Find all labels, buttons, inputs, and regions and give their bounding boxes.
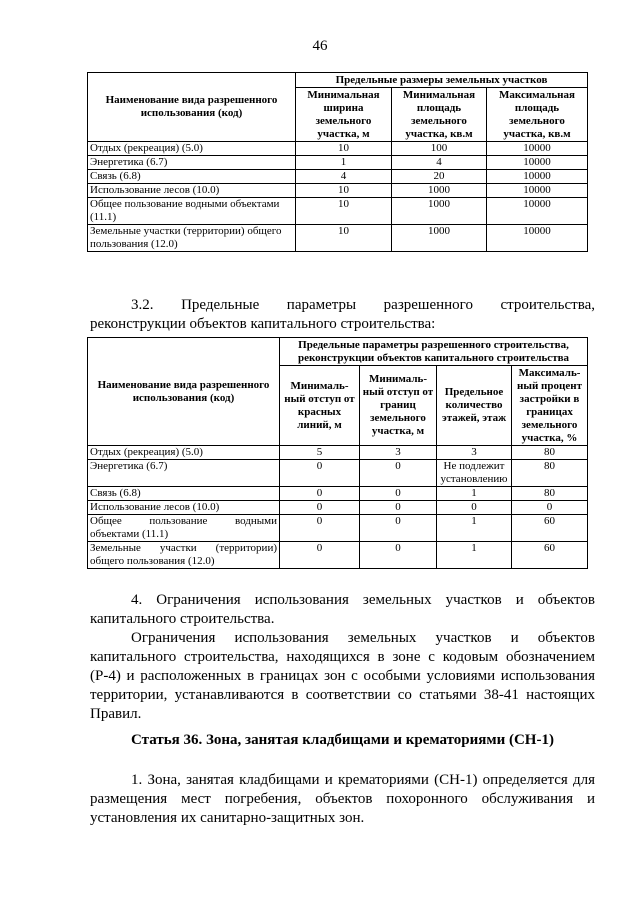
- article-heading: Статья 36. Зона, занятая кладбищами и крематориями (СН-1): [131, 732, 554, 748]
- table-cell: 80: [512, 487, 588, 501]
- table-cell: 0: [512, 501, 588, 515]
- table-cell-name: Земельные участки (территории) общего пользования (12.0): [88, 542, 280, 569]
- table1-col-header: Минимальная площадь земельного участка, кв.м: [392, 88, 487, 142]
- table-cell: 0: [280, 460, 360, 487]
- table2-col-header: Предельное количество этажей, этаж: [437, 366, 512, 446]
- section-3-2-paragraph: 3.2. Предельные параметры разрешенного строительства, реконструкции объектов капитального строительства:: [90, 297, 595, 332]
- table-cell: 0: [280, 487, 360, 501]
- table-cell: 10000: [487, 156, 588, 170]
- table-cell: 10: [296, 225, 392, 252]
- table-cell: 10000: [487, 225, 588, 252]
- table-cell: 0: [360, 515, 437, 542]
- table2-name-header: Наименование вида разрешенного использования (код): [88, 338, 280, 446]
- table-cell: 1: [437, 515, 512, 542]
- table-cell-name: Общее пользование водными объектами (11.1): [88, 515, 280, 542]
- table-cell: 0: [280, 501, 360, 515]
- table2-col-header: Максималь-ный процент застройки в границах земельного участка, %: [512, 366, 588, 446]
- table-cell: 1000: [392, 184, 487, 198]
- table-cell: Не подлежит установлению: [437, 460, 512, 487]
- table-row: [88, 487, 588, 501]
- table1-col-header: Максимальная площадь земельного участка, кв.м: [487, 88, 588, 142]
- table-row: [88, 170, 588, 184]
- table-row: [88, 225, 588, 252]
- table-cell: 20: [392, 170, 487, 184]
- table-cell: 80: [512, 460, 588, 487]
- table-cell: 10000: [487, 184, 588, 198]
- table-cell: 10: [296, 184, 392, 198]
- table2-col-header: Минималь-ный отступ от красных линий, м: [280, 366, 360, 446]
- table2-group-header: Предельные параметры разрешенного строительства, реконструкции объектов капитального строительства: [280, 338, 588, 366]
- table-cell: 0: [280, 515, 360, 542]
- table-cell-name: Использование лесов (10.0): [88, 184, 296, 198]
- table-cell-name: Отдых (рекреация) (5.0): [88, 446, 280, 460]
- table-cell: 10: [296, 198, 392, 225]
- page-number: 46: [312, 38, 328, 54]
- table-cell: 3: [437, 446, 512, 460]
- table-row: [88, 515, 588, 542]
- table-cell-name: Энергетика (6.7): [88, 156, 296, 170]
- table-cell: 4: [296, 170, 392, 184]
- table-cell-name: Связь (6.8): [88, 487, 280, 501]
- table-cell-name: Земельные участки (территории) общего пользования (12.0): [88, 225, 296, 252]
- table-cell: 10000: [487, 170, 588, 184]
- table-cell: 1000: [392, 198, 487, 225]
- table-cell-name: Отдых (рекреация) (5.0): [88, 142, 296, 156]
- table-cell: 1: [296, 156, 392, 170]
- table-cell: 100: [392, 142, 487, 156]
- table-row: [88, 542, 588, 569]
- table-row: [88, 198, 588, 225]
- table-cell-name: Использование лесов (10.0): [88, 501, 280, 515]
- table-row: [88, 460, 588, 487]
- table1-col-header: Минимальная ширина земельного участка, м: [296, 88, 392, 142]
- table-cell: 10: [296, 142, 392, 156]
- table-cell: 1: [437, 542, 512, 569]
- table-cell: 0: [360, 460, 437, 487]
- table2-col-header: Минималь-ный отступ от границ земельного участка, м: [360, 366, 437, 446]
- table-cell-name: Общее пользование водными объектами (11.1): [88, 198, 296, 225]
- table1-name-header: Наименование вида разрешенного использования (код): [88, 73, 296, 142]
- table-cell: 0: [360, 487, 437, 501]
- table-cell-name: Связь (6.8): [88, 170, 296, 184]
- table-cell: 10000: [487, 142, 588, 156]
- table-cell: 0: [360, 542, 437, 569]
- table-row: [88, 446, 588, 460]
- land-plot-size-table: [87, 72, 588, 252]
- table-row: [88, 156, 588, 170]
- table-row: [88, 184, 588, 198]
- table-cell: 1: [437, 487, 512, 501]
- table-cell: 0: [437, 501, 512, 515]
- article-paragraph: 1. Зона, занятая кладбищами и крематориями (СН-1) определяется для размещения мест погребения, объектов похоронного обслуживания и установления их санитарно-защитных зон.: [90, 772, 595, 826]
- table-cell: 60: [512, 542, 588, 569]
- section-4-title: 4. Ограничения использования земельных участков и объектов капитального строительства.: [90, 592, 595, 627]
- table-cell: 5: [280, 446, 360, 460]
- table-cell: 3: [360, 446, 437, 460]
- table-cell: 80: [512, 446, 588, 460]
- table-row: [88, 142, 588, 156]
- section-4-body: Ограничения использования земельных участков и объектов капитального строительства, находящихся в зоне с кодовым обозначением (Р-4) и расположенных в границах зон с особыми условиями использования территории, устанавливаются в соответствии со статьями 38-41 настоящих Правил.: [90, 630, 595, 722]
- table-cell: 60: [512, 515, 588, 542]
- table-cell: 4: [392, 156, 487, 170]
- table-cell: 1000: [392, 225, 487, 252]
- table-row: [88, 501, 588, 515]
- table1-group-header: Предельные размеры земельных участков: [296, 73, 588, 88]
- table-cell: 0: [280, 542, 360, 569]
- table-cell: 10000: [487, 198, 588, 225]
- construction-parameters-table: [87, 337, 588, 569]
- table-cell-name: Энергетика (6.7): [88, 460, 280, 487]
- table-cell: 0: [360, 501, 437, 515]
